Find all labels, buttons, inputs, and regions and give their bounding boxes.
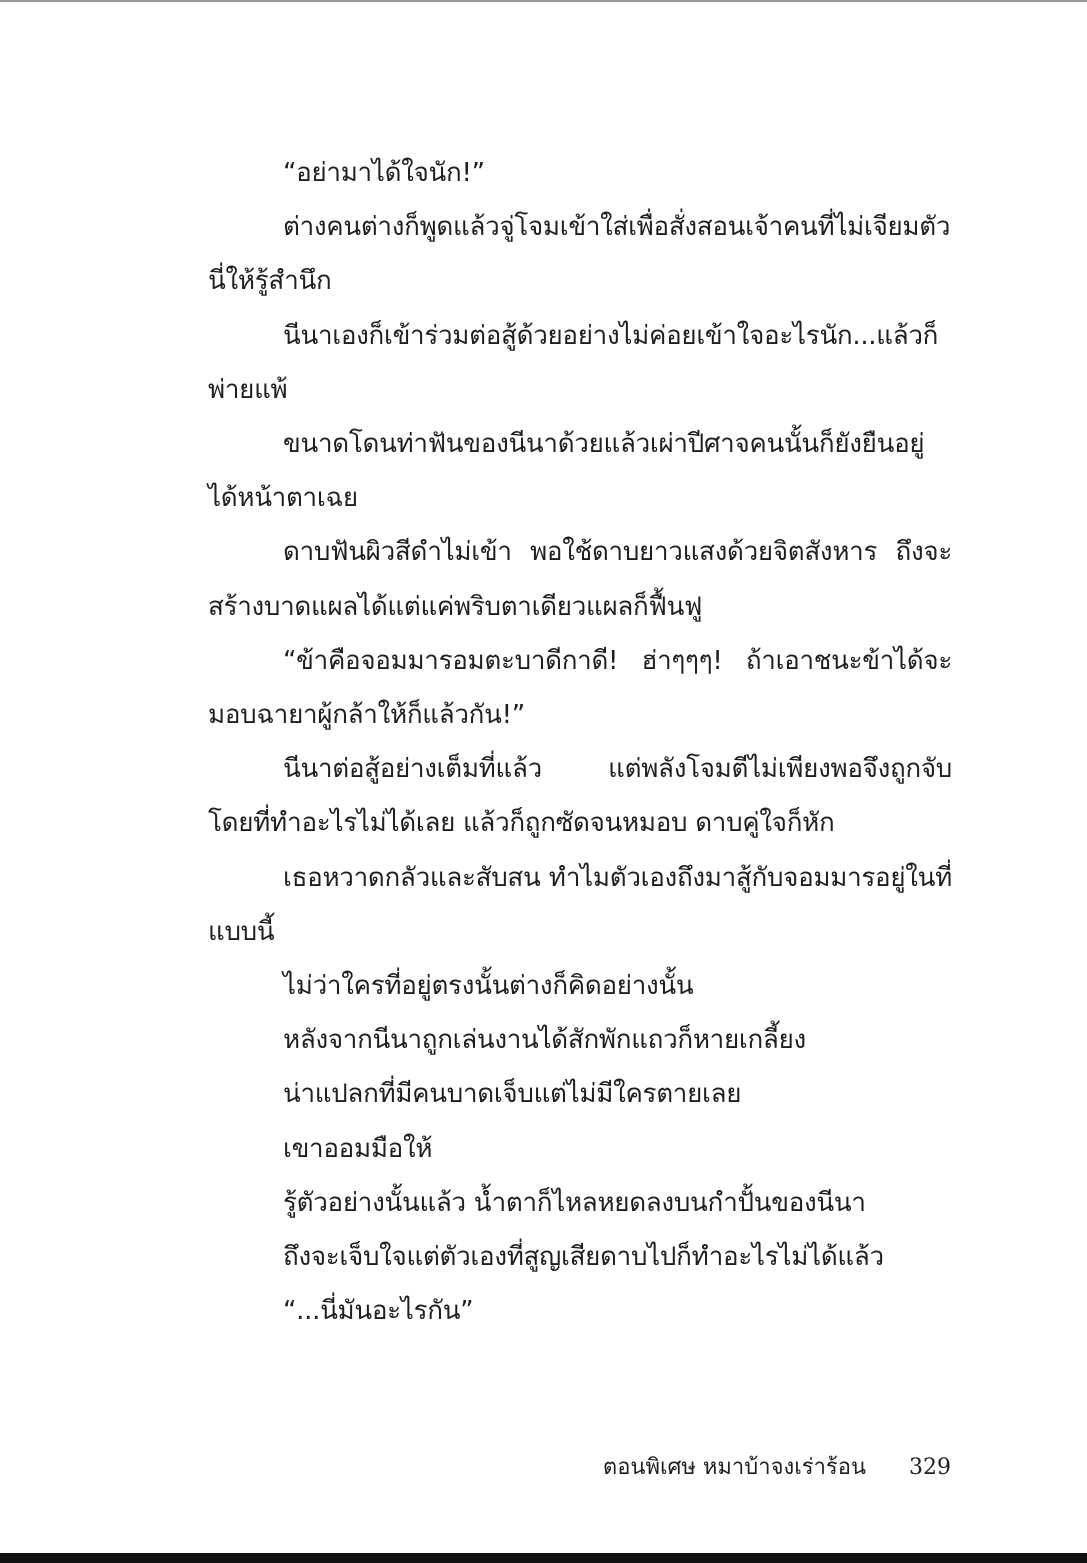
running-chapter-title: ตอนพิเศษ หมาบ้าจงเร่าร้อน: [602, 1455, 866, 1480]
body-text: [208, 146, 952, 1338]
bottom-rule: [0, 1553, 1087, 1563]
paragraph: ถึงจะเจ็บใจแต่ตัวเองที่สูญเสียดาบไปก็ทำอะไรไม่ได้แล้ว: [283, 1242, 884, 1273]
paragraph: หลังจากนีนาถูกเล่นงานได้สักพักแถวก็หายเกลี้ยง: [283, 1025, 806, 1056]
paragraph: “อย่ามาได้ใจนัก!”: [283, 158, 485, 188]
paragraph: นีนาต่อสู้อย่างเต็มที่แล้ว แต่พลังโจมตีไม่เพียงพอจึงถูกจับโดยที่ทำอะไรไม่ได้เลย แล้วก็ถูกซัดจนหมอบ ดาบคู่ใจก็หัก: [208, 754, 952, 839]
page-number: 329: [909, 1455, 951, 1480]
paragraph: “ข้าคือจอมมารอมตะบาดีกาดี! ฮ่าๆๆๆ! ถ้าเอาชนะข้าได้จะมอบฉายาผู้กล้าให้ก็แล้วกัน!”: [208, 645, 952, 731]
top-rule: [0, 0, 1087, 2]
paragraph: เธอหวาดกลัวและสับสน ทำไมตัวเองถึงมาสู้กับจอมมารอยู่ในที่แบบนี้: [208, 862, 952, 947]
page-footer: [603, 1448, 951, 1488]
paragraph: นีนาเองก็เข้าร่วมต่อสู้ด้วยอย่างไม่ค่อยเข้าใจอะไรนัก...แล้วก็พ่ายแพ้: [208, 320, 939, 405]
paragraph: เขาออมมือให้: [283, 1133, 433, 1164]
paragraph: “...นี่มันอะไรกัน”: [283, 1296, 474, 1327]
paragraph: ดาบฟันผิวสีดำไม่เข้า พอใช้ดาบยาวแสงด้วยจิตสังหาร ถึงจะสร้างบาดแผลได้แต่แค่พริบตาเดียวแผลก็ฟื้นฟู: [208, 537, 952, 622]
paragraph: ขนาดโดนท่าฟันของนีนาด้วยแล้วเผ่าปีศาจคนนั้นก็ยังยืนอยู่ได้หน้าตาเฉย: [208, 429, 925, 514]
paragraph: น่าแปลกที่มีคนบาดเจ็บแต่ไม่มีใครตายเลย: [283, 1079, 742, 1110]
paragraph: ต่างคนต่างก็พูดแล้วจู่โจมเข้าใส่เพื่อสั่งสอนเจ้าคนที่ไม่เจียมตัวนี่ให้รู้สำนึก: [208, 212, 951, 297]
paragraph: รู้ตัวอย่างนั้นแล้ว น้ำตาก็ไหลหยดลงบนกำปั้นของนีนา: [283, 1187, 866, 1218]
paragraph: ไม่ว่าใครที่อยู่ตรงนั้นต่างก็คิดอย่างนั้น: [283, 971, 694, 1002]
